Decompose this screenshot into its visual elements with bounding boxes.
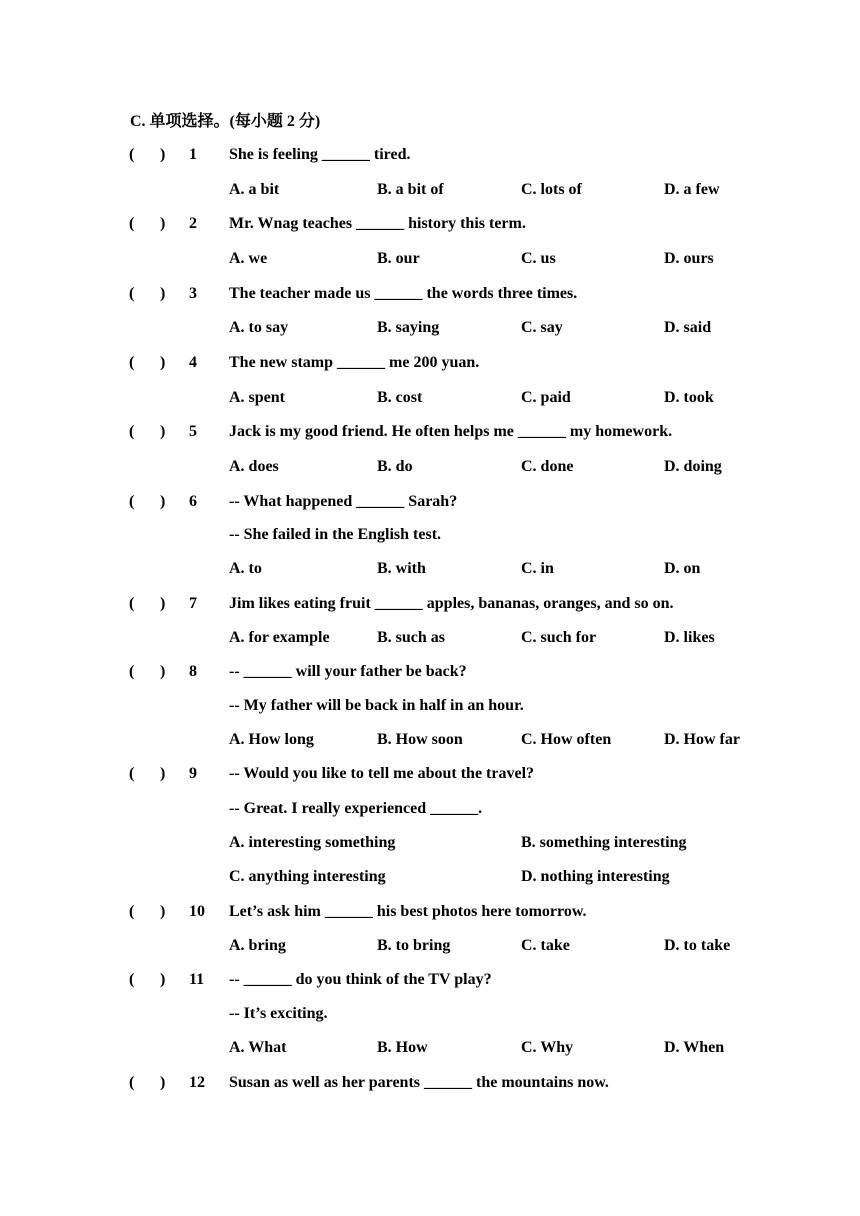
question-number: 5 bbox=[189, 423, 197, 440]
question-8 bbox=[0, 660, 860, 684]
question-9 bbox=[0, 762, 860, 786]
question-stem-line-2 bbox=[0, 523, 860, 547]
answer-paren-close: ) bbox=[160, 423, 166, 440]
answer-paren-close: ) bbox=[160, 285, 166, 302]
question-stem: -- Would you like to tell me about the travel? bbox=[229, 765, 535, 782]
options-row bbox=[0, 1036, 860, 1060]
question-number: 2 bbox=[189, 215, 197, 232]
question-number: 12 bbox=[189, 1074, 205, 1091]
question-stem: Let’s ask him ______ his best photos here tomorrow. bbox=[229, 903, 587, 920]
question-stem: The teacher made us ______ the words three times. bbox=[229, 285, 578, 302]
option-d: D. How far bbox=[664, 731, 740, 748]
options-row bbox=[0, 178, 860, 202]
option-d: D. to take bbox=[664, 937, 731, 954]
option-b: B. our bbox=[377, 250, 420, 267]
option-d: D. When bbox=[664, 1039, 725, 1056]
option-b: B. to bring bbox=[377, 937, 451, 954]
answer-paren-close: ) bbox=[160, 663, 166, 680]
answer-paren-open: ( bbox=[129, 663, 135, 680]
question-number: 10 bbox=[189, 903, 205, 920]
question-stem: -- My father will be back in half in an hour. bbox=[229, 697, 524, 714]
option-b: B. with bbox=[377, 560, 426, 577]
option-b: B. cost bbox=[377, 389, 423, 406]
answer-paren-close: ) bbox=[160, 971, 166, 988]
option-d: D. ours bbox=[664, 250, 714, 267]
answer-paren-open: ( bbox=[129, 215, 135, 232]
option-c: C. paid bbox=[521, 389, 571, 406]
question-number: 9 bbox=[189, 765, 197, 782]
question-number: 7 bbox=[189, 595, 197, 612]
option-d: D. said bbox=[664, 319, 712, 336]
answer-paren-close: ) bbox=[160, 765, 166, 782]
option-d: D. likes bbox=[664, 629, 715, 646]
option-d: D. doing bbox=[664, 458, 722, 475]
option-a: A. does bbox=[229, 458, 279, 475]
answer-paren-close: ) bbox=[160, 595, 166, 612]
question-stem: She is feeling ______ tired. bbox=[229, 146, 411, 163]
answer-paren-close: ) bbox=[160, 903, 166, 920]
option-b: B. a bit of bbox=[377, 181, 444, 198]
answer-paren-open: ( bbox=[129, 971, 135, 988]
options-row bbox=[0, 386, 860, 410]
option-c: C. lots of bbox=[521, 181, 582, 198]
option-c: C. Why bbox=[521, 1039, 574, 1056]
answer-paren-open: ( bbox=[129, 423, 135, 440]
answer-paren-close: ) bbox=[160, 146, 166, 163]
answer-paren-open: ( bbox=[129, 285, 135, 302]
option-a: A. spent bbox=[229, 389, 286, 406]
question-stem: The new stamp ______ me 200 yuan. bbox=[229, 354, 480, 371]
question-1 bbox=[0, 143, 860, 167]
option-c: C. done bbox=[521, 458, 574, 475]
question-2 bbox=[0, 212, 860, 236]
option-a: A. interesting something bbox=[229, 834, 396, 851]
question-stem-line-2 bbox=[0, 694, 860, 718]
option-a: A. How long bbox=[229, 731, 314, 748]
question-6 bbox=[0, 490, 860, 514]
options-row bbox=[0, 455, 860, 479]
question-number: 3 bbox=[189, 285, 197, 302]
options-row bbox=[0, 934, 860, 958]
question-stem: Susan as well as her parents ______ the mountains now. bbox=[229, 1074, 609, 1091]
question-stem: -- She failed in the English test. bbox=[229, 526, 442, 543]
answer-paren-open: ( bbox=[129, 493, 135, 510]
answer-paren-close: ) bbox=[160, 1074, 166, 1091]
question-11 bbox=[0, 968, 860, 992]
question-stem: -- ______ will your father be back? bbox=[229, 663, 467, 680]
question-stem: Jack is my good friend. He often helps me ______ my homework. bbox=[229, 423, 673, 440]
question-stem-line-2 bbox=[0, 1002, 860, 1026]
options-row bbox=[0, 247, 860, 271]
option-d: D. a few bbox=[664, 181, 720, 198]
question-number: 1 bbox=[189, 146, 197, 163]
question-number: 6 bbox=[189, 493, 197, 510]
option-d: D. on bbox=[664, 560, 701, 577]
option-a: A. a bit bbox=[229, 181, 280, 198]
option-c: C. say bbox=[521, 319, 563, 336]
question-stem: -- Great. I really experienced ______. bbox=[229, 800, 483, 817]
option-c: C. anything interesting bbox=[229, 868, 386, 885]
answer-paren-close: ) bbox=[160, 354, 166, 371]
answer-paren-close: ) bbox=[160, 215, 166, 232]
option-b: B. do bbox=[377, 458, 413, 475]
question-number: 11 bbox=[189, 971, 205, 988]
options-row bbox=[0, 626, 860, 650]
option-b: B. saying bbox=[377, 319, 440, 336]
option-a: A. What bbox=[229, 1039, 287, 1056]
question-stem: -- It’s exciting. bbox=[229, 1005, 328, 1022]
question-10 bbox=[0, 900, 860, 924]
question-stem-line-2 bbox=[0, 797, 860, 821]
question-number: 8 bbox=[189, 663, 197, 680]
option-b: B. How bbox=[377, 1039, 428, 1056]
option-b: B. something interesting bbox=[521, 834, 687, 851]
options-row bbox=[0, 728, 860, 752]
option-c: C. How often bbox=[521, 731, 612, 748]
options-row bbox=[0, 865, 860, 889]
option-a: A. bring bbox=[229, 937, 286, 954]
question-12 bbox=[0, 1071, 860, 1095]
option-b: B. How soon bbox=[377, 731, 463, 748]
option-c: C. in bbox=[521, 560, 554, 577]
answer-paren-close: ) bbox=[160, 493, 166, 510]
question-number: 4 bbox=[189, 354, 197, 371]
question-5 bbox=[0, 420, 860, 444]
answer-paren-open: ( bbox=[129, 903, 135, 920]
answer-paren-open: ( bbox=[129, 146, 135, 163]
option-b: B. such as bbox=[377, 629, 446, 646]
question-3 bbox=[0, 282, 860, 306]
question-stem: -- ______ do you think of the TV play? bbox=[229, 971, 492, 988]
question-7 bbox=[0, 592, 860, 616]
question-stem: -- What happened ______ Sarah? bbox=[229, 493, 458, 510]
option-c: C. us bbox=[521, 250, 556, 267]
option-a: A. to say bbox=[229, 319, 289, 336]
question-stem: Mr. Wnag teaches ______ history this term. bbox=[229, 215, 526, 232]
option-a: A. we bbox=[229, 250, 268, 267]
answer-paren-open: ( bbox=[129, 354, 135, 371]
answer-paren-open: ( bbox=[129, 1074, 135, 1091]
option-c: C. take bbox=[521, 937, 570, 954]
answer-paren-open: ( bbox=[129, 595, 135, 612]
section-title: C. 单项选择。(每小题 2 分) bbox=[130, 113, 321, 130]
answer-paren-open: ( bbox=[129, 765, 135, 782]
options-row bbox=[0, 831, 860, 855]
option-d: D. took bbox=[664, 389, 714, 406]
option-a: A. for example bbox=[229, 629, 330, 646]
question-stem: Jim likes eating fruit ______ apples, bananas, oranges, and so on. bbox=[229, 595, 674, 612]
question-4 bbox=[0, 351, 860, 375]
option-d: D. nothing interesting bbox=[521, 868, 670, 885]
option-c: C. such for bbox=[521, 629, 597, 646]
option-a: A. to bbox=[229, 560, 262, 577]
options-row bbox=[0, 557, 860, 581]
options-row bbox=[0, 316, 860, 340]
